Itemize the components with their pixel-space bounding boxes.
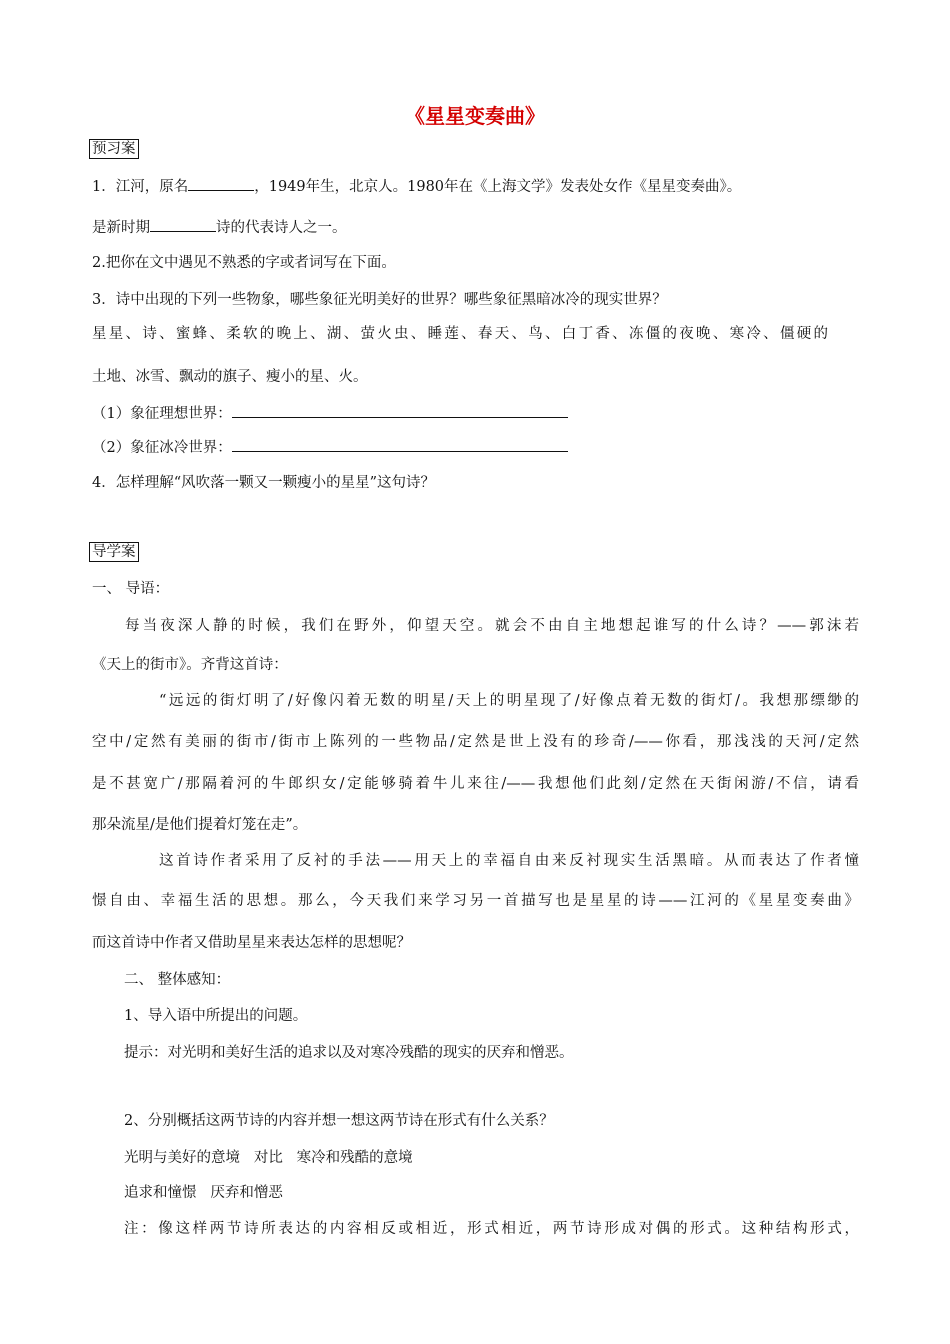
poem-line-2: 空中/定然有美丽的街市/街市上陈列的一些物品/定然是世上没有的珍奇/——你看，那浅浅的天河/定然 <box>92 734 859 750</box>
q1-part-c: 是新时期 <box>92 220 150 236</box>
q1-part-a: 1．江河，原名 <box>92 179 189 195</box>
q3-answer-ideal-label: （1）象征理想世界： <box>92 406 232 422</box>
section-heading-guide <box>89 542 139 562</box>
q3-answer-ideal <box>92 403 568 424</box>
item-1: 1、导入语中所提出的问题。 <box>124 1008 308 1024</box>
guide-heading: 导学案 <box>89 542 139 562</box>
poem-line-4: 那朵流星/是他们提着灯笼在走”。 <box>92 817 308 833</box>
q3-answer-cold <box>92 437 568 458</box>
item-1-hint: 提示：对光明和美好生活的追求以及对寒冷残酷的现实的厌弃和憎恶。 <box>124 1045 574 1061</box>
preview-heading: 预习案 <box>89 139 139 159</box>
item-2-row-2: 追求和憧憬 厌弃和憎恶 <box>124 1185 283 1201</box>
question-2: 2.把你在文中遇见不熟悉的字或者词写在下面。 <box>92 255 396 271</box>
question-3: 3．诗中出现的下列一些物象，哪些象征光明美好的世界？哪些象征黑暗冰冷的现实世界？ <box>92 292 667 308</box>
section-1-heading: 一、 导语： <box>92 581 170 597</box>
answer-blank-school[interactable] <box>150 217 216 232</box>
section-2-heading: 二、 整体感知： <box>124 972 231 988</box>
intro-paragraph-line-2: 《天上的街市》。齐背这首诗： <box>92 657 288 673</box>
answer-blank-cold[interactable] <box>232 437 568 452</box>
analysis-line-1: 这首诗作者采用了反衬的手法——用天上的幸福自由来反衬现实生活黑暗。从而表达了作者憧 <box>159 853 859 869</box>
intro-paragraph-line-1: 每当夜深人静的时候，我们在野外，仰望天空。就会不由自主地想起谁写的什么诗？——郭沫若 <box>125 618 859 634</box>
analysis-line-3: 而这首诗中作者又借助星星来表达怎样的思想呢？ <box>92 935 411 951</box>
answer-blank-name[interactable] <box>188 176 254 191</box>
question-1-cont <box>92 217 347 238</box>
poem-line-3: 是不甚宽广/那隔着河的牛郎织女/定能够骑着牛儿来往/——我想他们此刻/定然在天街闲游/不信，请看 <box>92 776 859 792</box>
question-4: 4．怎样理解“风吹落一颗又一颗瘦小的星星”这句诗？ <box>92 475 436 491</box>
section-heading-preview <box>89 139 139 159</box>
item-2: 2、分别概括这两节诗的内容并想一想这两节诗在形式有什么关系？ <box>124 1113 554 1129</box>
q1-part-b: ，1949年生，北京人。1980年在《上海文学》发表处女作《星星变奏曲》。 <box>254 179 742 195</box>
item-2-row-1: 光明与美好的意境 对比 寒冷和残酷的意境 <box>124 1150 413 1166</box>
analysis-line-2: 憬自由、幸福生活的思想。那么，今天我们来学习另一首描写也是星星的诗——江河的《星星变奏曲》 <box>92 893 859 909</box>
note-line: 注：像这样两节诗所表达的内容相反或相近，形式相近，两节诗形成对偶的形式。这种结构形式， <box>124 1221 859 1237</box>
q3-item-list-1: 星星、诗、蜜蜂、柔软的晚上、湖、萤火虫、睡莲、春天、鸟、白丁香、冻僵的夜晚、寒冷、僵硬的 <box>92 326 828 342</box>
question-1 <box>92 176 741 197</box>
answer-blank-ideal[interactable] <box>232 403 568 418</box>
q1-part-d: 诗的代表诗人之一。 <box>216 220 347 236</box>
page-title: 《星星变奏曲》 <box>405 104 545 128</box>
q3-answer-cold-label: （2）象征冰冷世界： <box>92 440 232 456</box>
poem-line-1: “远远的街灯明了/好像闪着无数的明星/天上的明星现了/好像点着无数的街灯/。我想那缥缈的 <box>159 693 859 709</box>
q3-item-list-2: 土地、冰雪、飘动的旗子、瘦小的星、火。 <box>92 369 368 385</box>
